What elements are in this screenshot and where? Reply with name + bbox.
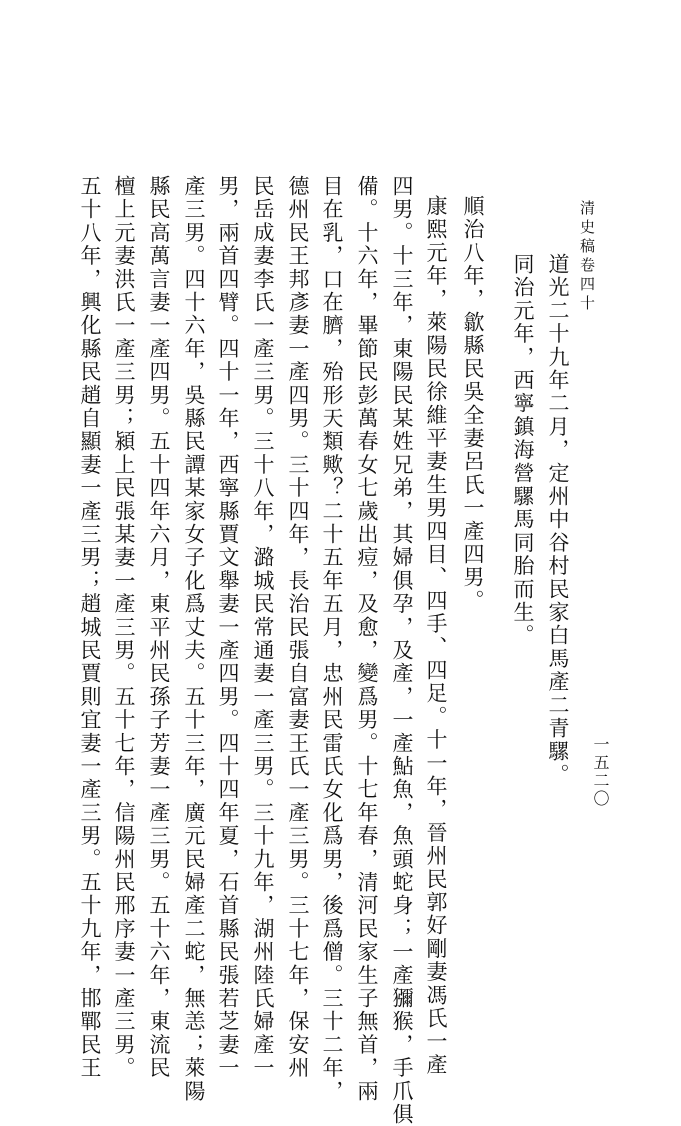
text-column-1: 道光二十九年二月，定州中谷村民家白馬產二青騾。 — [546, 253, 570, 787]
text-column-12: 縣民高萬言妻一產四男。五十四年六月，東平州民孫子芳妻一產三男。五十六年，東流民 — [147, 175, 171, 1080]
text-column-14: 五十八年，興化縣民趙自顯妻一產三男；趙城民賈則宜妻一產三男。五十九年，邯鄲民王 — [78, 175, 102, 1080]
text-column-9: 民岳成妻李氏一產三男。三十八年，潞城民常通妻一產三男。三十九年，湖州陸氏婦產一 — [251, 175, 275, 1080]
running-header-title: 清史稿卷四十 — [578, 200, 596, 314]
page-number: 一五二〇 — [591, 736, 610, 808]
text-column-5: 四男。十三年，東陽民某姓兄弟，其婦俱孕，及產，一產鮎魚，魚頭蛇身；一產獼猴，手爪俱 — [390, 175, 414, 1126]
text-column-2: 同治元年，西寧鎮海營騾馬同胎而生。 — [511, 253, 535, 648]
text-column-6: 備。十六年，畢節民彭萬春女七歲出痘，及愈，變爲男。十七年春，清河民家生子無首，兩 — [355, 175, 379, 1103]
text-column-8: 德州民王邦彥妻一產四男。三十四年，長治民張自富妻王氏一產三男。三十七年，保安州 — [286, 175, 310, 1080]
text-column-3: 順治八年，歙縣民吳全妻呂氏一產四男。 — [461, 195, 485, 613]
text-column-11: 產三男。四十六年，吳縣民譚某家女子化爲丈夫。五十三年，廣元民婦產二蛇，無恙；萊陽 — [182, 175, 206, 1103]
text-column-7: 目在乳，口在臍，殆形天類歟？二十五年五月，忠州民雷氏女化爲男，後爲僧。三十二年， — [320, 175, 344, 1103]
text-column-13: 檀上元妻洪氏一產三男；潁上民張某妻一產三男。五十七年，信陽州民邢序妻一產三男。 — [112, 175, 136, 1080]
text-column-10: 男，兩首四臂。四十一年，西寧縣賈文舉妻一產四男。四十四年夏，石首縣民張若芝妻一 — [216, 175, 240, 1080]
text-column-4: 康熙元年，萊陽民徐維平妻生男四目、四手、四足。十一年，晉州民郭好剛妻馮氏一產 — [424, 195, 448, 1077]
